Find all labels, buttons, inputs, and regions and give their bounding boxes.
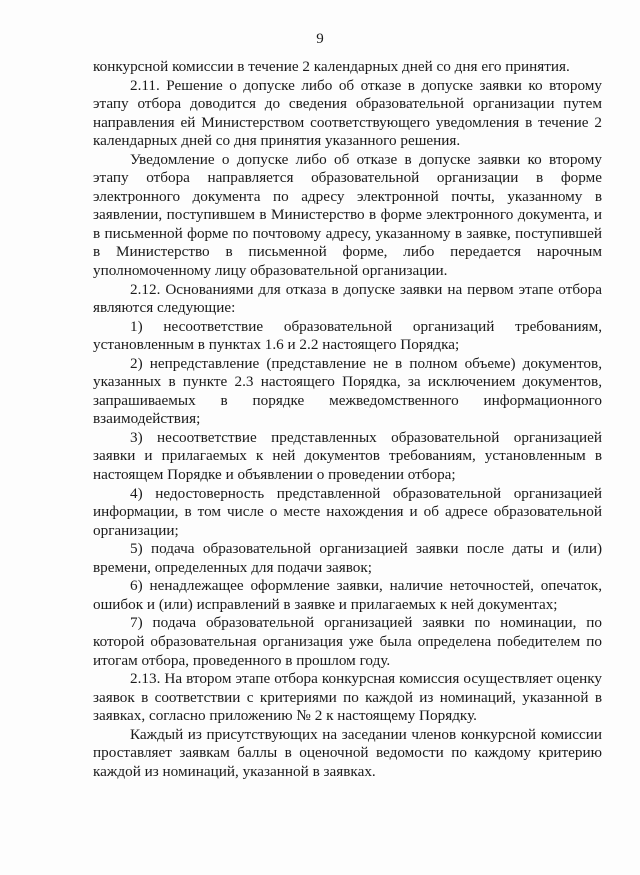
- list-item-7: 7) подача образовательной организацией заявки по номинации, по которой образовательная организация уже была определена победителем по итогам отбора, проведенного в прошлом году.: [93, 614, 602, 669]
- paragraph-2-13: 2.13. На втором этапе отбора конкурсная комиссия осуществляет оценку заявок в соответствии с критериями по каждой из номинаций, указанной в заявках, согласно приложению № 2 к настоящему Порядку.: [93, 670, 602, 725]
- list-item-1: 1) несоответствие образовательной организаций требованиям, установленным в пунктах 1.6 и 2.2 настоящего Порядка;: [93, 317, 602, 354]
- list-item-2: 2) непредставление (представление не в полном объеме) документов, указанных в пункте 2.3 настоящего Порядка, за исключением документов, запрашиваемых в порядке межведомственного информационного взаимодействия;: [93, 354, 602, 428]
- document-body: [93, 58, 602, 781]
- list-item-5: 5) подача образовательной организацией заявки после даты и (или) времени, определенных для подачи заявок;: [93, 540, 602, 576]
- paragraph-2-12: 2.12. Основаниями для отказа в допуске заявки на первом этапе отбора являются следующие:: [93, 280, 602, 317]
- paragraph-notification: Уведомление о допуске либо об отказе в допуске заявки ко второму этапу отбора направляется образовательной организации в форме электронного документа по адресу электронной почты, указанному в заявлении, поступившем в Министерство в форме электронного документа, и в письменной форме по почтовому адресу, указанному в заявке, поступившей в Министерство в письменной форме, либо передается нарочным уполномоченному лицу образовательной организации.: [93, 150, 602, 280]
- list-item-6: 6) ненадлежащее оформление заявки, наличие неточностей, опечаток, ошибок и (или) исправлений в заявке и прилагаемых к ней документах;: [93, 577, 602, 613]
- paragraph-scoring: Каждый из присутствующих на заседании членов конкурсной комиссии проставляет заявкам баллы в оценочной ведомости по каждому критерию каждой из номинаций, указанной в заявках.: [93, 725, 602, 780]
- list-item-3: 3) несоответствие представленных образовательной организацией заявки и прилагаемых к ней документов требованиям, установленным в настоящем Порядке и объявлении о проведении отбора;: [93, 428, 602, 484]
- paragraph-2-11: 2.11. Решение о допуске либо об отказе в допуске заявки ко второму этапу отбора доводится до сведения образовательной организации путем направления ей Министерством соответствующего уведомления в течение 2 календарных дней со дня принятия указанного решения.: [93, 76, 602, 150]
- paragraph-continuation: конкурсной комиссии в течение 2 календарных дней со дня его принятия.: [93, 58, 570, 75]
- list-item-4: 4) недостоверность представленной образовательной организацией информации, в том числе о месте нахождения и об адресе образовательной организации;: [93, 484, 602, 539]
- page-number: 9: [316, 31, 324, 47]
